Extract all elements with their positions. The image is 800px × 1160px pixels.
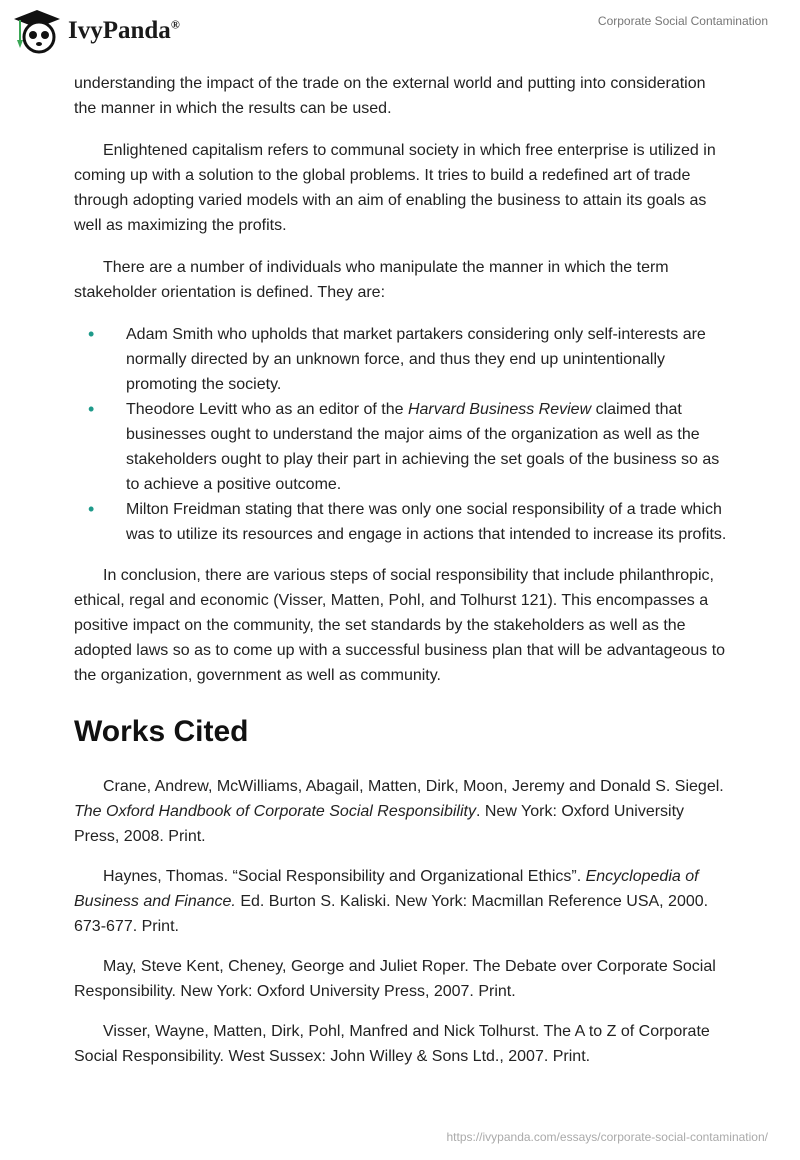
essay-content bbox=[74, 71, 728, 1084]
source-url-link[interactable]: https://ivypanda.com/essays/corporate-social-contamination/ bbox=[446, 1130, 768, 1144]
paragraph: There are a number of individuals who manipulate the manner in which the term stakeholder orientation is defined. They are: bbox=[74, 259, 669, 301]
citation: Crane, Andrew, McWilliams, Abagail, Matten, Dirk, Moon, Jeremy and Donald S. Siegel. The Oxford Handbook of Corporate Social Responsibility. New York: Oxford University Press, 2008. Print. bbox=[74, 778, 724, 845]
citation: Visser, Wayne, Matten, Dirk, Pohl, Manfred and Nick Tolhurst. The A to Z of Corporate Social Responsibility. West Sussex: John Willey & Sons Ltd., 2007. Print. bbox=[74, 1023, 710, 1065]
ivypanda-logo[interactable] bbox=[12, 8, 180, 54]
list-item bbox=[74, 497, 728, 547]
page-header bbox=[0, 0, 800, 60]
bullet-icon: • bbox=[88, 499, 95, 519]
logo-text: IvyPanda® bbox=[68, 17, 180, 44]
panda-graduate-icon bbox=[12, 8, 62, 54]
document-title: Corporate Social Contamination bbox=[597, 14, 768, 28]
bullet-icon: • bbox=[88, 324, 95, 344]
citation: Haynes, Thomas. “Social Responsibility and Organizational Ethics”. Encyclopedia of Business and Finance. Ed. Burton S. Kaliski. New York: Macmillan Reference USA, 2000. 673-677. Print. bbox=[74, 868, 709, 935]
paragraph: In conclusion, there are various steps of social responsibility that include philanthropic, ethical, regal and economic (Visser, Matten, Pohl, and Tolhurst 121). This encompasses a positive impact on the community, the set standards by the stakeholders as well as the adopted laws so as to come up with a successful business plan that will be advantageous to the organization, government as well as community. bbox=[74, 567, 726, 684]
citation: May, Steve Kent, Cheney, George and Juliet Roper. The Debate over Corporate Social Responsibility. New York: Oxford University Press, 2007. Print. bbox=[74, 958, 716, 1000]
list-item-text: Adam Smith who upholds that market partakers considering only self-interests are normally directed by an unknown force, and thus they end up unintentionally promoting the society. bbox=[126, 326, 706, 393]
list-item-text: Milton Freidman stating that there was only one social responsibility of a trade which was to utilize its resources and engage in actions that intended to increase its profits. bbox=[126, 501, 727, 543]
list-item bbox=[74, 397, 728, 497]
bullet-icon: • bbox=[88, 399, 95, 419]
paragraph: understanding the impact of the trade on the external world and putting into consideration the manner in which the results can be used. bbox=[74, 75, 706, 117]
works-cited-heading: Works Cited bbox=[74, 715, 249, 748]
bullet-list bbox=[74, 322, 728, 547]
list-item-text: Theodore Levitt who as an editor of the Harvard Business Review claimed that businesses ought to understand the major aims of the organization as well as the stakeholders ought to play their part in achieving the set goals of the business so as to achieve a positive outcome. bbox=[126, 401, 720, 493]
paragraph: Enlightened capitalism refers to communal society in which free enterprise is utilized in coming up with a solution to the global problems. It tries to build a redefined art of trade through adopting varied models with an aim of enabling the business to attain its goals as well as maximizing the profits. bbox=[74, 142, 716, 234]
list-item bbox=[74, 322, 728, 397]
